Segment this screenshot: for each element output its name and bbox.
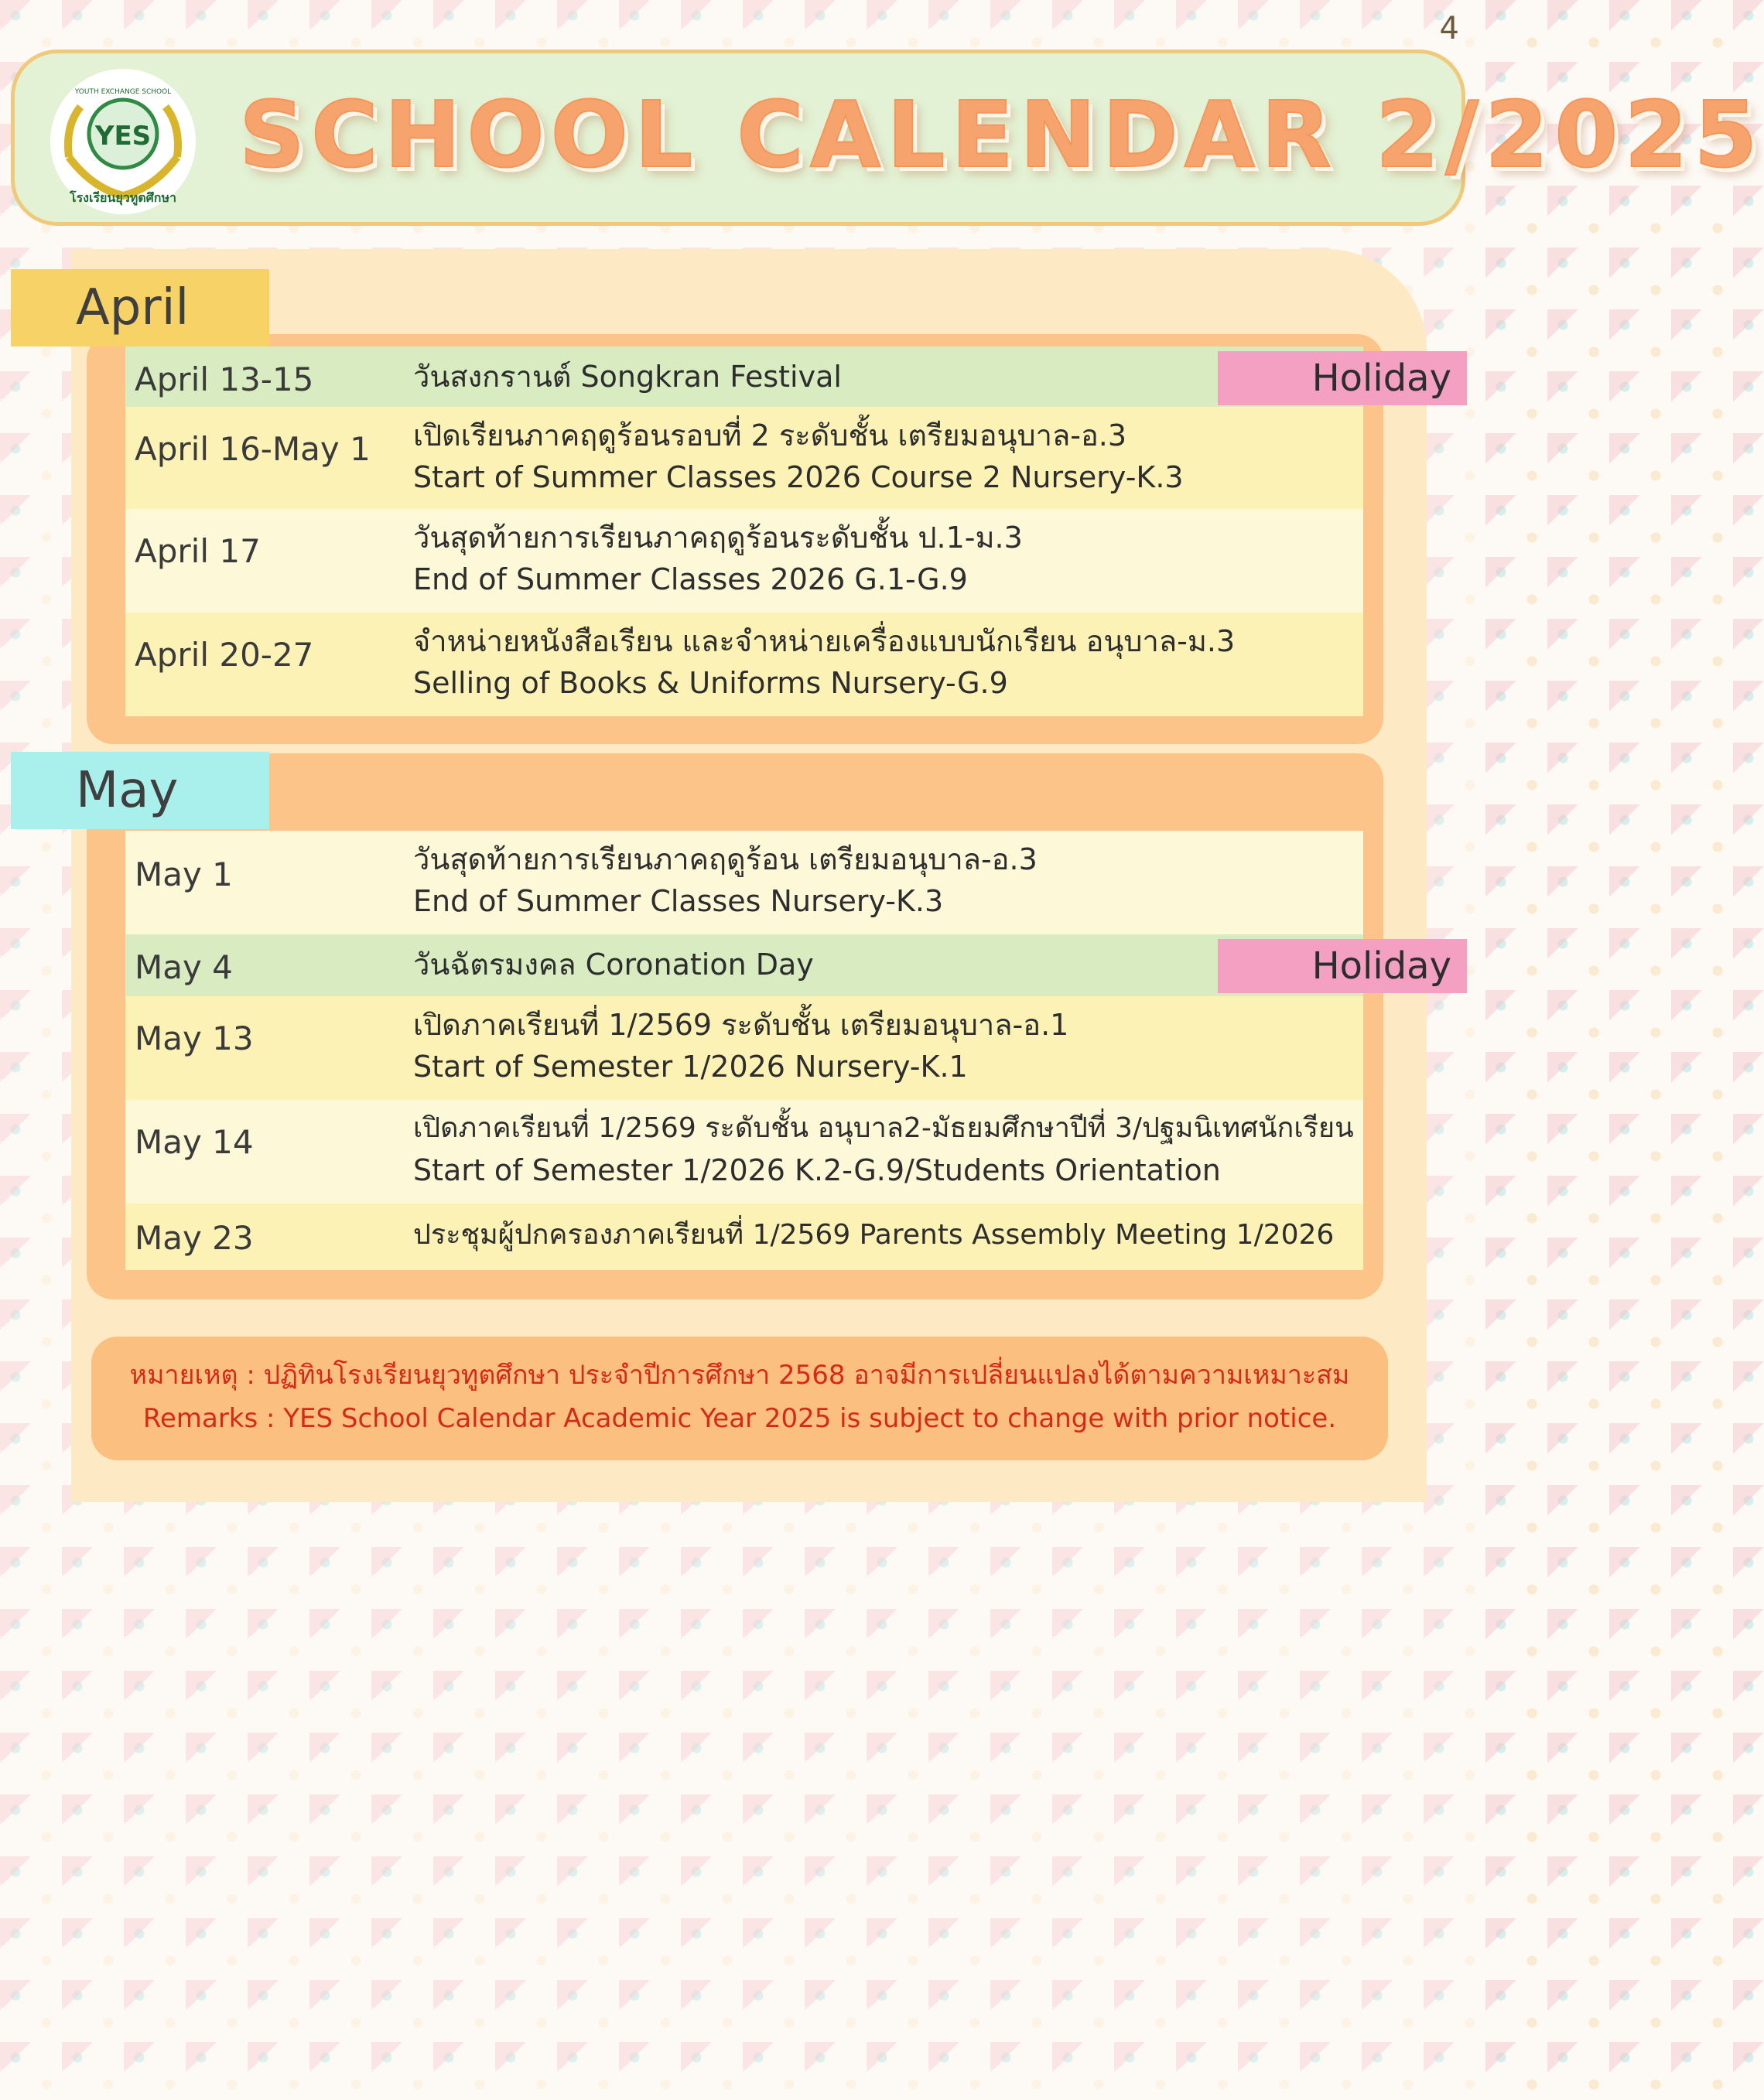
event-description: วันฉัตรมงคล Coronation Day	[413, 948, 814, 982]
month-label-april: April	[11, 269, 269, 347]
logo-bottom-text: โรงเรียนยุวทูตศึกษา	[69, 190, 177, 205]
event-description: วันสงกรานต์ Songkran Festival	[413, 360, 842, 394]
event-row	[125, 509, 1363, 613]
event-date: May 4	[135, 948, 233, 986]
event-row	[125, 1204, 1363, 1270]
event-date: May 14	[135, 1123, 254, 1161]
event-thai: จำหน่ายหนังสือเรียน และจำหน่ายเครื่องแบบนักเรียน อนุบาล-ม.3	[413, 624, 1236, 658]
calendar-header	[11, 50, 1764, 226]
event-thai: เปิดเรียนภาคฤดูร้อนรอบที่ 2 ระดับชั้น เตรียมอนุบาล-อ.3	[413, 418, 1127, 452]
event-date: April 17	[135, 532, 261, 570]
event-date: April 13-15	[135, 360, 314, 398]
remarks-box	[91, 1337, 1388, 1460]
logo-top-text: YOUTH EXCHANGE SCHOOL	[74, 88, 172, 96]
event-row	[125, 613, 1363, 716]
holiday-badge: Holiday	[1218, 351, 1467, 405]
event-english: End of Summer Classes Nursery-K.3	[413, 884, 944, 918]
event-date: May 23	[135, 1219, 254, 1257]
event-date: April 20-27	[135, 636, 314, 674]
event-row	[125, 996, 1363, 1100]
event-row	[125, 347, 1451, 407]
event-thai: วันสุดท้ายการเรียนภาคฤดูร้อน เตรียมอนุบาล-อ.3	[413, 842, 1038, 876]
page-number: 4	[1439, 11, 1459, 46]
event-date: April 16-May 1	[135, 430, 371, 468]
event-thai: วันสุดท้ายการเรียนภาคฤดูร้อนระดับชั้น ป.1-ม.3	[413, 521, 1023, 555]
event-english: Start of Summer Classes 2026 Course 2 Nursery-K.3	[413, 460, 1184, 494]
month-label-may: May	[11, 752, 269, 829]
event-row	[125, 934, 1451, 996]
event-thai: เปิดภาคเรียนที่ 1/2569 ระดับชั้น เตรียมอนุบาล-อ.1	[413, 1008, 1069, 1042]
may-rows	[125, 831, 1451, 1270]
remarks-english: Remarks : YES School Calendar Academic Year 2025 is subject to change with prior notice.	[142, 1403, 1337, 1434]
event-english: End of Summer Classes 2026 G.1-G.9	[413, 562, 968, 596]
event-row	[125, 831, 1363, 934]
event-description: ประชุมผู้ปกครองภาคเรียนที่ 1/2569 Parents Assembly Meeting 1/2026	[413, 1219, 1335, 1251]
april-rows	[125, 347, 1451, 716]
logo-mark: YES	[94, 121, 152, 152]
event-date: May 1	[135, 855, 233, 893]
event-english: Selling of Books & Uniforms Nursery-G.9	[413, 666, 1008, 700]
school-logo	[46, 64, 200, 219]
event-date: May 13	[135, 1019, 254, 1057]
remarks-thai: หมายเหตุ : ปฏิทินโรงเรียนยุวทูตศึกษา ประจำปีการศึกษา 2568 อาจมีการเปลี่ยนแปลงได้ตามความเหมาะสม	[129, 1360, 1350, 1391]
event-thai: เปิดภาคเรียนที่ 1/2569 ระดับชั้น อนุบาล2-มัธยมศึกษาปีที่ 3/ปฐมนิเทศนักเรียน	[413, 1112, 1354, 1144]
event-english: Start of Semester 1/2026 K.2-G.9/Students Orientation	[413, 1153, 1221, 1187]
page-title: SCHOOL CALENDAR 2/2025	[239, 81, 1764, 188]
event-row	[125, 407, 1363, 509]
holiday-badge: Holiday	[1218, 939, 1467, 993]
event-row	[125, 1100, 1363, 1204]
event-english: Start of Semester 1/2026 Nursery-K.1	[413, 1050, 968, 1084]
